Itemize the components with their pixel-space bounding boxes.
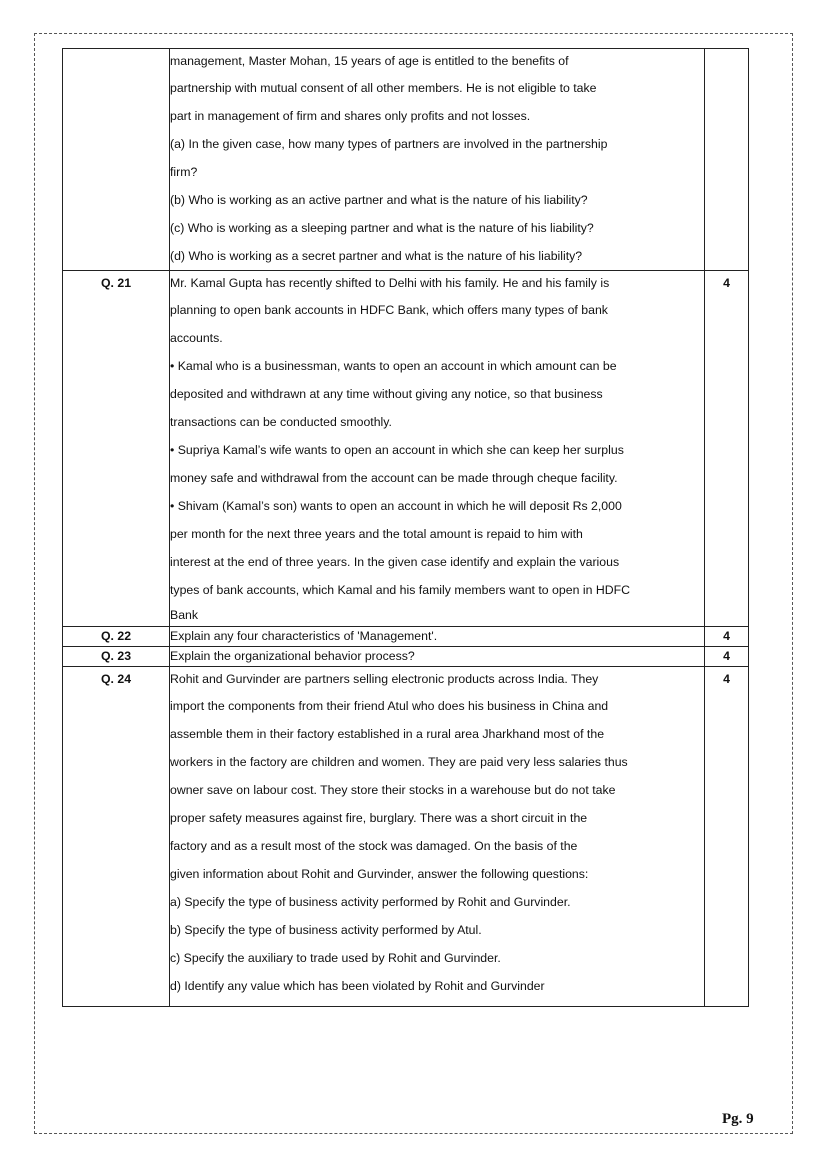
question-number: Q. 22 [63, 627, 170, 647]
page-number: Pg. 9 [722, 1111, 754, 1127]
marks-value: 4 [705, 627, 749, 647]
text-line: (b) Who is working as an active partner and what is the nature of his liability? [170, 193, 588, 207]
text-line: types of bank accounts, which Kamal and his family members want to open in HDFC [170, 583, 630, 597]
cell-padding [170, 1000, 704, 1006]
question-number [63, 49, 170, 271]
text-line: • Supriya Kamal’s wife wants to open an account in which she can keep her surplus [170, 443, 624, 457]
question-number-cell [63, 271, 170, 627]
marks-value: 4 [705, 647, 749, 667]
text-line: management, Master Mohan, 15 years of age is entitled to the benefits of [170, 54, 569, 68]
text-line: transactions can be conducted smoothly. [170, 415, 392, 429]
text-line: c) Specify the auxiliary to trade used by Rohit and Gurvinder. [170, 951, 501, 965]
question-text [170, 627, 705, 647]
text-line: Explain any four characteristics of 'Management'. [170, 629, 438, 643]
text-line: d) Identify any value which has been violated by Rohit and Gurvinder [170, 979, 545, 993]
text-line: interest at the end of three years. In the given case identify and explain the various [170, 555, 620, 569]
text-line: a) Specify the type of business activity performed by Rohit and Gurvinder. [170, 895, 571, 909]
question-number: Q. 24 [100, 672, 132, 686]
text-line: Bank [170, 608, 199, 622]
text-line: accounts. [170, 331, 223, 345]
text-line: Explain the organizational behavior process? [170, 649, 415, 663]
text-line: workers in the factory are children and women. They are paid very less salaries thus [170, 755, 628, 769]
text-line: per month for the next three years and the total amount is repaid to him with [170, 527, 583, 541]
text-line: (a) In the given case, how many types of partners are involved in the partnership [170, 137, 608, 151]
table-row [63, 271, 749, 627]
question-text [170, 667, 705, 1007]
marks-cell [705, 49, 749, 271]
text-line: owner save on labour cost. They store their stocks in a warehouse but do not take [170, 783, 616, 797]
text-line: import the components from their friend Atul who does his business in China and [170, 699, 609, 713]
text-line: deposited and withdrawn at any time without giving any notice, so that business [170, 387, 603, 401]
text-line: • Shivam (Kamal’s son) wants to open an account in which he will deposit Rs 2,000 [170, 499, 622, 513]
text-line: proper safety measures against fire, burglary. There was a short circuit in the [170, 811, 588, 825]
marks-value [705, 49, 748, 74]
question-number: Q. 23 [63, 647, 170, 667]
text-line: (c) Who is working as a sleeping partner and what is the nature of his liability? [170, 221, 594, 235]
text-line: money safe and withdrawal from the account can be made through cheque facility. [170, 471, 618, 485]
text-line: b) Specify the type of business activity performed by Atul. [170, 923, 482, 937]
text-line: partnership with mutual consent of all other members. He is not eligible to take [170, 81, 597, 95]
text-line: part in management of firm and shares only profits and not losses. [170, 109, 531, 123]
table-row [63, 667, 749, 1007]
question-text [170, 647, 705, 667]
marks-cell [705, 667, 749, 1007]
text-line: • Kamal who is a businessman, wants to open an account in which amount can be [170, 359, 617, 373]
text-line: factory and as a result most of the stock was damaged. On the basis of the [170, 839, 578, 853]
table-row [63, 647, 749, 667]
table-row [63, 627, 749, 647]
text-line: (d) Who is working as a secret partner and what is the nature of his liability? [170, 249, 583, 263]
marks-value: 4 [723, 672, 730, 686]
text-line: firm? [170, 165, 198, 179]
marks-value: 4 [723, 276, 730, 290]
table-row [63, 49, 749, 271]
question-text [170, 49, 705, 271]
marks-cell [705, 271, 749, 627]
text-line: given information about Rohit and Gurvinder, answer the following questions: [170, 867, 589, 881]
text-line: Rohit and Gurvinder are partners selling electronic products across India. They [170, 672, 599, 686]
text-line: planning to open bank accounts in HDFC Bank, which offers many types of bank [170, 303, 608, 317]
text-line: assemble them in their factory established in a rural area Jharkhand most of the [170, 727, 605, 741]
question-number-cell [63, 667, 170, 1007]
question-number: Q. 21 [100, 276, 132, 290]
text-line: Mr. Kamal Gupta has recently shifted to Delhi with his family. He and his family is [170, 276, 610, 290]
question-text [170, 271, 705, 627]
question-table [62, 48, 749, 1007]
